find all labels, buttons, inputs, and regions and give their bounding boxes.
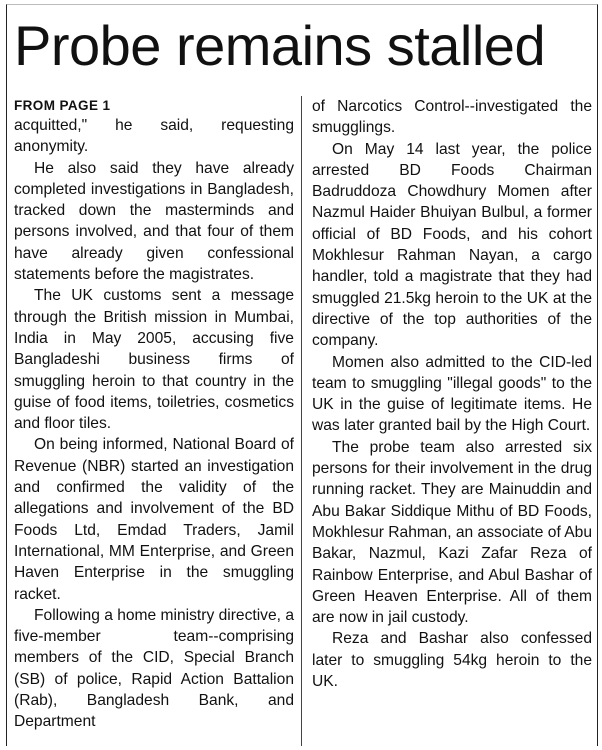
article-paragraph: On May 14 last year, the police arrested BD Foods Chairman Badruddoza Chowdhury Momen after Nazmul Haider Bhuiyan Bulbul, a former official of BD Foods, and his cohort Mokhlesur Rahman Nayan, a cargo handler, told a magistrate that they had smuggled 21.5kg heroin to the UK at the directive of the top authorities of the company. bbox=[312, 140, 592, 350]
article-paragraph: Reza and Bashar also confessed later to smuggling 54kg heroin to the UK. bbox=[312, 630, 592, 691]
article-paragraph: Momen also admitted to the CID-led team to smuggling "illegal goods" to the UK in the guise of legitimate items. He was later granted bail by the High Court. bbox=[312, 353, 592, 435]
jump-label: FROM PAGE 1 bbox=[14, 98, 111, 113]
article-paragraph: He also said they have already completed investigations in Bangladesh, tracked down the masterminds and persons involved, and that four of them have already given confessional statements before the magistrates. bbox=[14, 159, 294, 284]
article-headline: Probe remains stalled bbox=[14, 14, 546, 77]
article-paragraph: On being informed, National Board of Revenue (NBR) started an investigation and confirmed the validity of the allegations and involvement of the BD Foods Ltd, Emdad Traders, Jamil International, MM Enterprise, and Green Haven Enterprise in the smuggling racket. bbox=[14, 436, 294, 603]
column-divider bbox=[301, 96, 302, 746]
article-paragraph: of Narcotics Control--investigated the smugglings. bbox=[312, 98, 592, 137]
article-paragraph: The UK customs sent a message through the British mission in Mumbai, India in May 2005, accusing five Bangladeshi business firms of smuggling heroin to that country in the guise of food items, toiletries, cosmetics and floor tiles. bbox=[14, 287, 294, 433]
article-column-left bbox=[14, 96, 294, 733]
article-paragraph: acquitted," he said, requesting anonymity. bbox=[14, 117, 294, 156]
article-paragraph: Following a home ministry directive, a five-member team--comprising members of the CID, Special Branch (SB) of police, Rapid Action Battalion (Rab), Bangladesh Bank, and Department bbox=[14, 606, 294, 731]
article-paragraph: The probe team also arrested six persons for their involvement in the drug running racket. They are Mainuddin and Abu Bakar Siddique Mithu of BD Foods, Mokhlesur Rahman, an associate of Abu Bakar, Nazmul, Kazi Zafar Reza of Rainbow Enterprise, and Abul Bashar of Green Heaven Enterprise. All of them are now in jail custody. bbox=[312, 438, 592, 627]
article-column-right bbox=[312, 96, 592, 692]
